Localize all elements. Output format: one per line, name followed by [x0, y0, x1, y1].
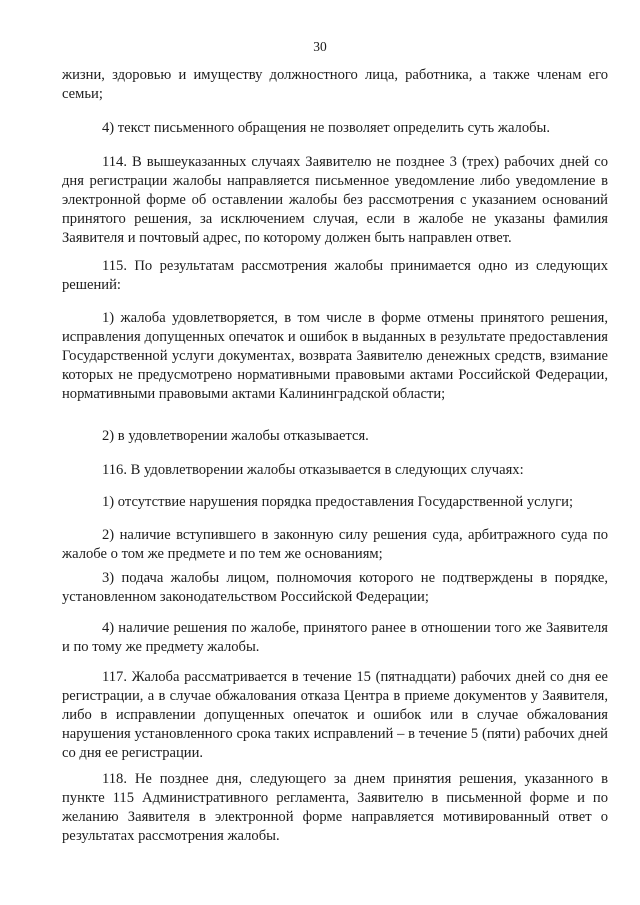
paragraph-item-4: 4) текст письменного обращения не позволяет определить суть жалобы. — [102, 120, 551, 136]
paragraph-116-case-2: 2) наличие вступившего в законную силу решения суда, арбитражного суда по жалобе о том же предмете и по тем же основаниям; — [62, 527, 608, 562]
paragraph-116-case-3: 3) подача жалобы лицом, полномочия которого не подтверждены в порядке, установленном законодательством Российской Федерации; — [62, 570, 608, 605]
paragraph-114: 114. В вышеуказанных случаях Заявителю не позднее 3 (трех) рабочих дней со дня регистрации жалобы направляется письменное уведомление либо уведомление в электронной форме об оставлении жалобы без рассмотрения с указанием оснований принятого решения, за исключением случая, если в жалобе не указаны фамилия Заявителя и почтовый адрес, по которому должен быть направлен ответ. — [62, 154, 608, 246]
paragraph-118: 118. Не позднее дня, следующего за днем принятия решения, указанного в пункте 115 Административного регламента, Заявителю в письменной форме и по желанию Заявителя в электронной форме направляется мотивированный ответ о результатах рассмотрения жалобы. — [62, 771, 608, 844]
paragraph-continuation: жизни, здоровью и имуществу должностного лица, работника, а также членам его семьи; — [62, 67, 608, 102]
paragraph-115: 115. По результатам рассмотрения жалобы принимается одно из следующих решений: — [62, 258, 608, 293]
paragraph-116-case-1: 1) отсутствие нарушения порядка предоставления Государственной услуги; — [102, 494, 574, 510]
paragraph-115-option-2: 2) в удовлетворении жалобы отказывается. — [102, 428, 369, 444]
paragraph-116-case-4: 4) наличие решения по жалобе, принятого ранее в отношении того же Заявителя и по тому же предмету жалобы. — [62, 620, 608, 655]
paragraph-115-option-1: 1) жалоба удовлетворяется, в том числе в форме отмены принятого решения, исправления допущенных опечаток и ошибок в выданных в результате предоставления Государственной услуги документах, возврата Заявителю денежных средств, взимание которых не предусмотрено нормативными правовыми актами Российской Федерации, нормативными правовыми актами Калининградской области; — [62, 310, 608, 402]
paragraph-116: 116. В удовлетворении жалобы отказывается в следующих случаях: — [102, 462, 524, 478]
page-number: 30 — [313, 39, 327, 54]
paragraph-117: 117. Жалоба рассматривается в течение 15 (пятнадцати) рабочих дней со дня ее регистрации, а в случае обжалования отказа Центра в приеме документов у Заявителя, либо в исправлении допущенных опечаток и ошибок или в случае обжалования нарушения установленного срока таких исправлений – в течение 5 (пяти) рабочих дней со дня ее регистрации. — [62, 669, 608, 761]
